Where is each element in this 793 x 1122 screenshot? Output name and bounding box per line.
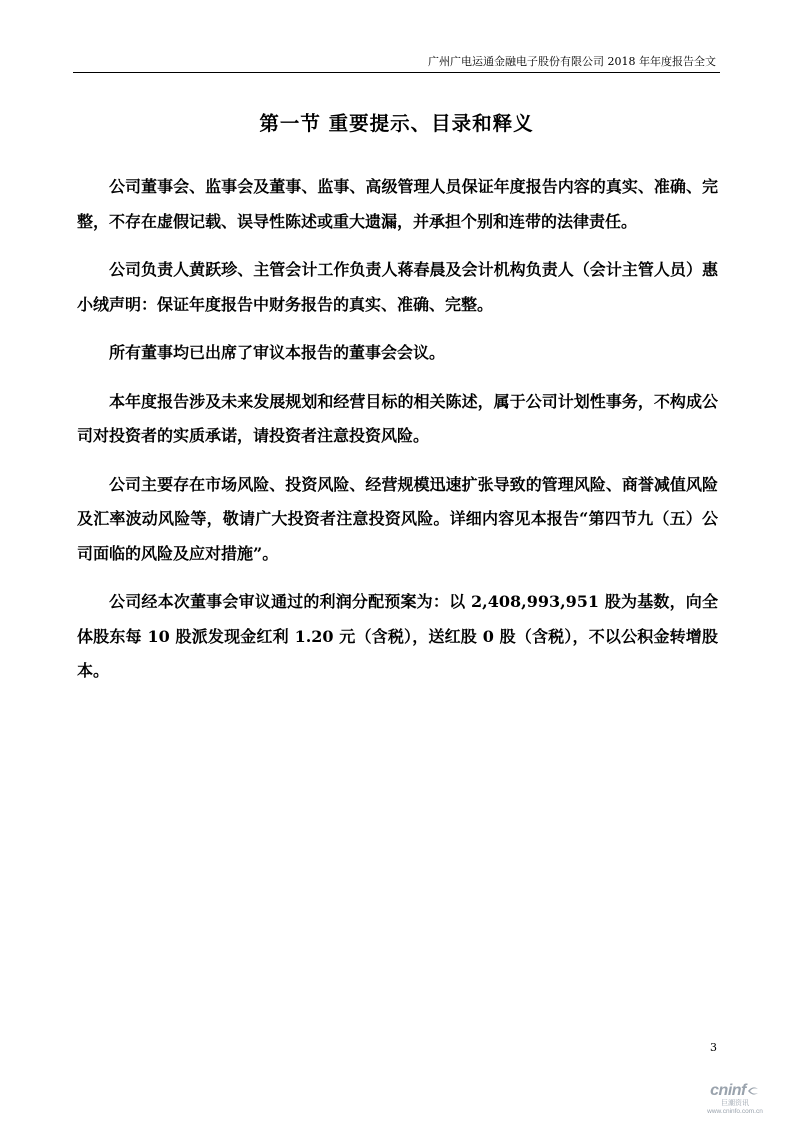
- header-divider: [73, 72, 720, 73]
- cninfo-swirl-icon: [746, 1085, 760, 1097]
- watermark-url: www.cninfo.com.cn: [707, 1108, 763, 1115]
- watermark-brand-text: cninf: [710, 1082, 746, 1099]
- page-number: 3: [710, 1041, 717, 1054]
- section-title: 第一节 重要提示、目录和释义: [259, 112, 534, 135]
- cninfo-watermark: [705, 1083, 765, 1116]
- document-header-title: 广州广电运通金融电子股份有限公司 2018 年年度报告全文: [428, 55, 716, 68]
- paragraph-board-attendance: 所有董事均已出席了审议本报告的董事会会议。: [109, 343, 446, 362]
- watermark-cn-name: 巨潮资讯: [721, 1100, 749, 1107]
- paragraph-forward-looking-statement: 本年度报告涉及未来发展规划和经营目标的相关陈述，属于公司计划性事务，不构成公司对投资者的实质承诺，请投资者注意投资风险。: [77, 391, 718, 445]
- paragraph-risk-warning: 公司主要存在市场风险、投资风险、经营规模迅速扩张导致的管理风险、商誉减值风险及汇率波动风险等，敬请广大投资者注意投资风险。详细内容见本报告“第四节九（五）公司面临的风险及应对措施”。: [77, 474, 718, 563]
- watermark-logo: [705, 1083, 765, 1099]
- paragraph-profit-distribution: 公司经本次董事会审议通过的利润分配预案为：以 2,408,993,951 股为基数，向全体股东每 10 股派发现金红利 1.20 元（含税），送红股 0 股（含税），不以公积金转增股本。: [77, 592, 718, 680]
- paragraph-financial-declaration: 公司负责人黄跃珍、主管会计工作负责人蒋春晨及会计机构负责人（会计主管人员）惠小绒声明：保证年度报告中财务报告的真实、准确、完整。: [77, 260, 718, 314]
- document-body: [77, 170, 718, 703]
- paragraph-responsibility-statement: 公司董事会、监事会及董事、监事、高级管理人员保证年度报告内容的真实、准确、完整，不存在虚假记载、误导性陈述或重大遗漏，并承担个别和连带的法律责任。: [77, 177, 718, 231]
